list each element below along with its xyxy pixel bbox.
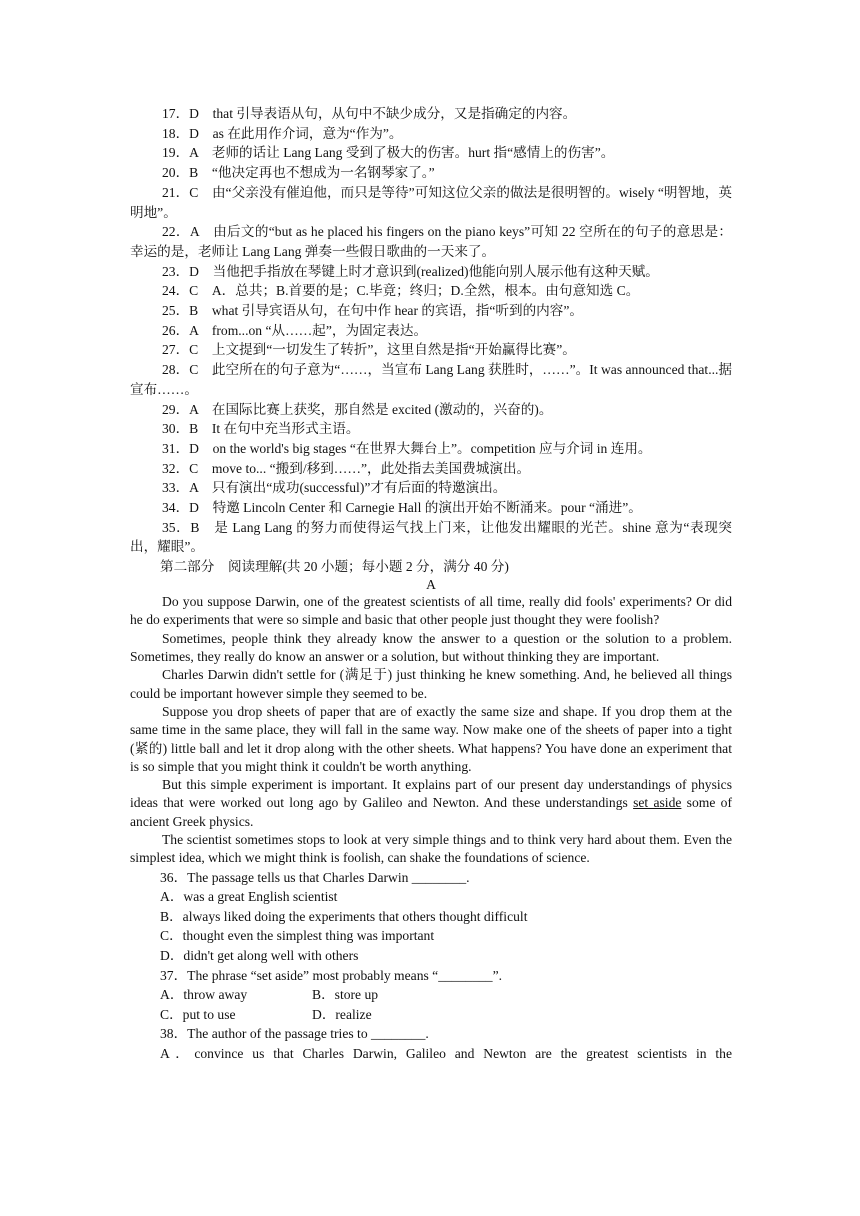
underlined-phrase: set aside (633, 795, 682, 811)
question-option-row (130, 1005, 732, 1025)
passage-paragraph: Charles Darwin didn't settle for (满足于) just thinking he knew something. And, he believed all things could be important however simple they seemed to be. (130, 667, 732, 701)
document-page (130, 104, 732, 1064)
question-option: D．realize (312, 1006, 372, 1022)
reading-passage (130, 593, 732, 867)
answer-item: 30．B It 在句中充当形式主语。 (162, 421, 360, 437)
question-stem: 37．The phrase “set aside” most probably means “________”. (160, 967, 503, 983)
passage-label: A (426, 577, 436, 593)
answer-item: 23．D 当他把手指放在琴键上时才意识到(realized)他能向别人展示他有这种天赋。 (162, 263, 659, 279)
question-option: A．convince us that Charles Darwin, Galileo and Newton are the greatest scientists in the (160, 1045, 732, 1061)
question-option: C．thought even the simplest thing was important (160, 928, 435, 944)
passage-paragraph: Suppose you drop sheets of paper that are of exactly the same size and shape. If you drop them at the same time in the same place, they will fall in the same way. Now make one of the sheets of paper into a tight (紧的) little ball and let it drop along with the other sheets. What happens? You have done an experiment that is so simple that you might think it couldn't be worth anything. (130, 703, 732, 774)
question-option: A．throw away (160, 987, 248, 1003)
answer-item: 25．B what 引导宾语从句，在句中作 hear 的宾语，指“听到的内容”。 (162, 303, 583, 319)
answer-item: 29．A 在国际比赛上获奖，那自然是 excited (激动的，兴奋的)。 (162, 401, 553, 417)
answer-item: 31．D on the world's big stages “在世界大舞台上”。competition 应与介词 in 连用。 (162, 440, 652, 456)
passage-paragraph: Do you suppose Darwin, one of the greatest scientists of all time, really did fools' experiments? Or did he do experiments that were so simple and basic that other people just thought they were foolish? (130, 594, 732, 628)
section-title: 第二部分 阅读理解(共 20 小题；每小题 2 分，满分 40 分) (160, 559, 509, 575)
answer-item: 18．D as 在此用作介词，意为“作为”。 (162, 125, 403, 141)
answer-item: 21．C 由“父亲没有催迫他，而只是等待”可知这位父亲的做法是很明智的。wisely “明智地，英明地”。 (130, 184, 732, 220)
answer-item: 35．B 是 Lang Lang 的努力而使得运气找上门来，让他发出耀眼的光芒。shine 意为“表现突出，耀眼”。 (130, 519, 732, 555)
question-stem: 38．The author of the passage tries to ________. (160, 1026, 429, 1042)
answer-item: 17．D that 引导表语从句，从句中不缺少成分，又是指确定的内容。 (162, 106, 577, 121)
question-option: B．store up (312, 987, 379, 1003)
passage-paragraph (130, 776, 732, 831)
passage-text: some of ancient Greek physics. (130, 795, 732, 829)
answer-item: 24．C A．总共；B.首要的是；C.毕竟；终归；D.全然，根本。由句意知选 C。 (162, 283, 640, 299)
answer-item: 32．C move to... “搬到/移到……”，此处指去美国费城演出。 (162, 460, 531, 476)
question-option: D．didn't get along well with others (160, 948, 359, 963)
question-list (130, 868, 732, 1064)
answer-item: 22．A 由后文的“but as he placed his fingers on the piano keys”可知 22 空所在的句子的意思是：幸运的是，老师让 Lang Lang 弹奏一些假日歌曲的一天来了。 (130, 224, 732, 259)
answer-item: 27．C 上文提到“一切发生了转折”，这里自然是指“开始赢得比赛”。 (162, 342, 576, 358)
question-stem: 36．The passage tells us that Charles Darwin ________. (160, 869, 470, 885)
question-option: A．was a great English scientist (160, 889, 338, 905)
question-option: B．always liked doing the experiments that others thought difficult (160, 908, 528, 924)
answer-item: 26．A from...on “从……起”，为固定表达。 (162, 322, 428, 338)
passage-text: But this simple experiment is important. It explains part of our present day understandings of physics ideas that were worked out long ago by Galileo and Newton. And these understandings (130, 777, 732, 811)
passage-paragraph: Sometimes, people think they already know the answer to a question or the solution to a problem. Sometimes, they really do know an answer or a solution, but without thinking they are important. (130, 630, 732, 665)
answer-item: 28．C 此空所在的句子意为“……，当宣布 Lang Lang 获胜时，……”。It was announced that...据宣布……。 (130, 362, 732, 397)
answer-item: 19．A 老师的话让 Lang Lang 受到了极大的伤害。hurt 指“感情上的伤害”。 (162, 145, 615, 161)
passage-paragraph: The scientist sometimes stops to look at very simple things and to think very hard about them. Even the simplest idea, which we might think is foolish, can shake the foundations of science. (130, 832, 732, 866)
answer-item: 20．B “他决定再也不想成为一名钢琴家了。” (162, 165, 435, 181)
answer-key (130, 104, 732, 557)
question-option: C．put to use (160, 1006, 236, 1022)
answer-item: 33．A 只有演出“成功(successful)”才有后面的特邀演出。 (162, 480, 507, 496)
question-option-row (130, 985, 732, 1005)
answer-item: 34．D 特邀 Lincoln Center 和 Carnegie Hall 的演出开始不断涌来。pour “涌进”。 (162, 500, 642, 516)
